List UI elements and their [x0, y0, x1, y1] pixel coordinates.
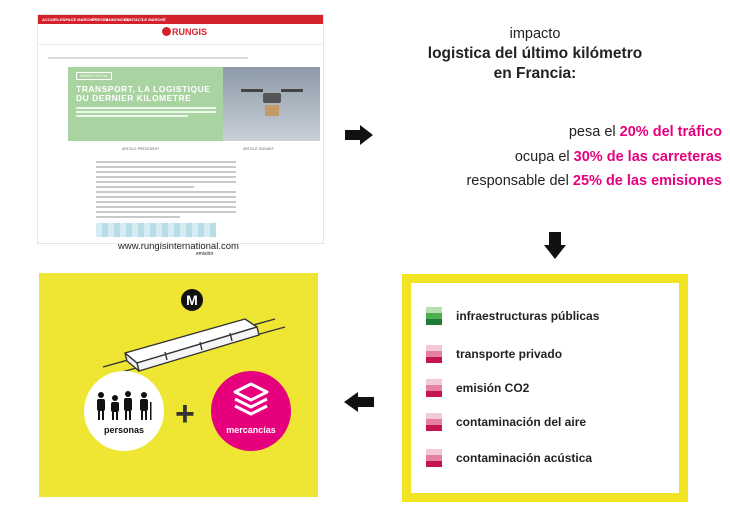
stat-prefix: pesa el — [568, 124, 620, 140]
prev-article-link[interactable]: ARTICLE PRÉCÉDENT — [122, 147, 160, 151]
banner-text — [76, 107, 216, 119]
headline-block — [350, 24, 720, 84]
stat-prefix: responsable del — [466, 173, 573, 189]
people-icon — [92, 390, 156, 422]
site-top-nav — [38, 15, 323, 24]
stat-emissions — [466, 173, 722, 189]
nav-item[interactable]: ESPACE MARCHÉ — [60, 17, 95, 22]
article-body — [96, 161, 236, 221]
headline-line-3: en Francia: — [493, 65, 577, 82]
breadcrumb — [48, 57, 248, 59]
arrow-down-icon — [544, 232, 566, 260]
banner-tag: RUNGIS DIGITAL — [76, 72, 112, 80]
next-article-link[interactable]: ARTICLE SUIVANT — [243, 147, 274, 151]
nav-item[interactable]: PRESSE — [92, 17, 109, 22]
arrow-left-icon — [344, 392, 374, 412]
legend-label: contaminación del aire — [456, 415, 587, 429]
drone-icon — [263, 93, 281, 103]
personas-label: personas — [103, 425, 145, 435]
legend-label: infraestructuras públicas — [456, 309, 600, 323]
plus-sign: + — [175, 395, 195, 433]
banner-title-line-2: DU DERNIER KILOMETRE — [76, 93, 192, 103]
stat-traffic — [569, 124, 722, 140]
legend-swatch — [426, 379, 442, 397]
stacked-boxes-icon — [231, 381, 271, 421]
source-url: www.rungisinternational.com — [118, 241, 239, 252]
headline-line-1: impacto — [509, 26, 561, 42]
metro-badge-label: M — [186, 292, 198, 308]
rungis-logo-icon — [162, 27, 171, 36]
stat-highlight: 20% del tráfico — [619, 124, 722, 140]
arrow-right-icon — [345, 125, 375, 145]
stat-highlight: 30% de las carreteras — [573, 149, 722, 165]
banner-title-line-1: TRANSPORT, LA LOGISTIQUE — [76, 84, 211, 94]
legend-label: contaminación acústica — [456, 451, 593, 465]
stat-highlight: 25% de las emisiones — [572, 173, 722, 189]
nav-item[interactable]: ANNONCES — [106, 17, 129, 22]
legend-swatch — [426, 413, 442, 431]
mercancias-label: mercancías — [226, 425, 276, 435]
article-image — [96, 223, 216, 237]
legend-label: transporte privado — [456, 347, 563, 361]
legend-label: emisión CO2 — [456, 381, 530, 395]
legend-swatch — [426, 449, 442, 467]
article-banner — [68, 67, 320, 141]
impact-legend-box — [402, 274, 688, 502]
website-screenshot — [37, 14, 324, 244]
legend-swatch — [426, 345, 442, 363]
legend-swatch — [426, 307, 442, 325]
headline-line-2: logistica del último kilómetro — [427, 45, 643, 62]
nav-item[interactable]: ACCUEIL — [42, 17, 60, 22]
package-icon — [265, 105, 279, 116]
banner-title — [76, 85, 210, 103]
drone-arm — [281, 89, 303, 92]
source-caption: emisión — [196, 251, 214, 257]
nav-item[interactable]: LE MARCHÉ — [142, 17, 166, 22]
stat-prefix: ocupa el — [514, 149, 574, 165]
site-logo[interactable]: RUNGIS — [172, 27, 208, 37]
drone-arm — [241, 89, 263, 92]
nav-item[interactable]: CONTACT — [124, 17, 144, 22]
stat-roads — [515, 149, 722, 165]
drone-photo — [223, 67, 320, 141]
